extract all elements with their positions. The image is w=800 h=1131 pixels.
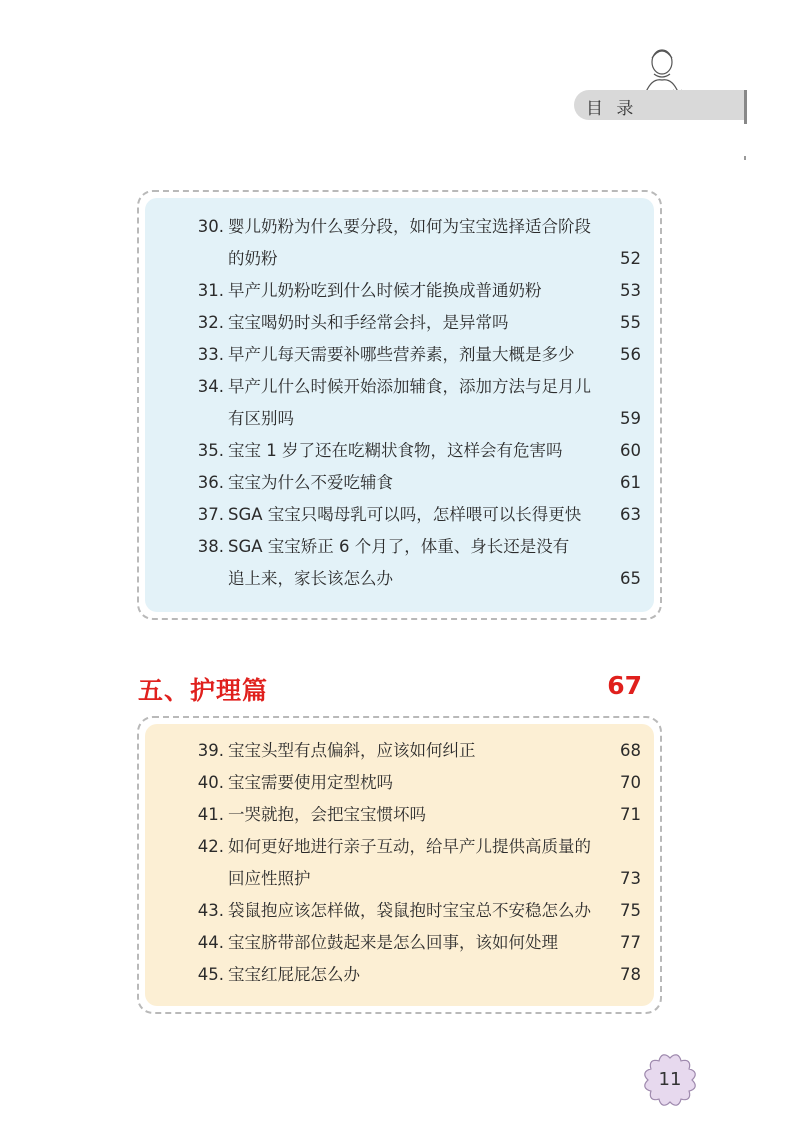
- toc-entry-row: [186, 499, 641, 531]
- toc-entry[interactable]: [186, 927, 641, 959]
- header-edge-divider: [744, 90, 747, 124]
- toc-entry-number: 44.: [197, 933, 224, 952]
- toc-entry-page: 70: [620, 773, 641, 792]
- toc-entry-title: SGA 宝宝矫正 6 个月了，体重、身长还是没有: [228, 537, 570, 556]
- toc-entry-row: [186, 435, 641, 467]
- toc-entry[interactable]: [186, 735, 641, 767]
- toc-entry[interactable]: [186, 275, 641, 307]
- toc-entry-title: 婴儿奶粉为什么要分段，如何为宝宝选择适合阶段: [228, 217, 591, 236]
- toc-entry-title-continued: 的奶粉: [228, 249, 278, 268]
- toc-entry[interactable]: [186, 831, 641, 895]
- toc-entry-number: 31.: [197, 281, 224, 300]
- section-heading-nursing[interactable]: [138, 667, 642, 707]
- toc-entry-title: 袋鼠抱应该怎样做，袋鼠抱时宝宝总不安稳怎么办: [228, 901, 591, 920]
- toc-entry-title: 宝宝喝奶时头和手经常会抖，是异常吗: [228, 313, 509, 332]
- toc-entry[interactable]: [186, 499, 641, 531]
- toc-entry-title: 宝宝红屁屁怎么办: [228, 965, 360, 984]
- toc-entry-number: 33.: [197, 345, 224, 364]
- toc-entry-title-continued: 回应性照护: [228, 869, 311, 888]
- toc-entry-page: 65: [620, 569, 641, 588]
- toc-entry-row: [186, 831, 641, 863]
- toc-entry-number: 38.: [197, 537, 224, 556]
- toc-entry-title: 宝宝需要使用定型枕吗: [228, 773, 393, 792]
- section-page-number: 67: [607, 671, 642, 700]
- toc-entry-page: 68: [620, 741, 641, 760]
- toc-entry-title-continued: 追上来，家长该怎么办: [228, 569, 393, 588]
- toc-entry-number: 39.: [197, 741, 224, 760]
- toc-entry[interactable]: [186, 371, 641, 435]
- toc-entry-page: 53: [620, 281, 641, 300]
- toc-header-tab: [574, 90, 744, 120]
- toc-entry-number: 36.: [197, 473, 224, 492]
- toc-entry-row: [186, 895, 641, 927]
- toc-entry-row: [186, 403, 641, 435]
- toc-entry-title: 宝宝头型有点偏斜，应该如何纠正: [228, 741, 476, 760]
- toc-entry-row: [186, 307, 641, 339]
- toc-entry-title: 早产儿奶粉吃到什么时候才能换成普通奶粉: [228, 281, 542, 300]
- toc-entry-title: 早产儿每天需要补哪些营养素，剂量大概是多少: [228, 345, 575, 364]
- toc-entry[interactable]: [186, 211, 641, 275]
- toc-entry-row: [186, 339, 641, 371]
- toc-entry-row: [186, 467, 641, 499]
- toc-entry-page: 59: [620, 409, 641, 428]
- toc-entry-page: 71: [620, 805, 641, 824]
- section-title: 五、护理篇: [138, 676, 269, 705]
- toc-entry-title: 宝宝脐带部位鼓起来是怎么回事，该如何处理: [228, 933, 558, 952]
- toc-entry[interactable]: [186, 339, 641, 371]
- toc-entry-row: [186, 767, 641, 799]
- toc-entry[interactable]: [186, 435, 641, 467]
- toc-entry-row: [186, 275, 641, 307]
- toc-entry-row: [186, 863, 641, 895]
- page-number: 11: [658, 1069, 682, 1090]
- toc-entry-row: [186, 371, 641, 403]
- toc-entry-title: 早产儿什么时候开始添加辅食，添加方法与足月儿: [228, 377, 591, 396]
- toc-entry-row: [186, 735, 641, 767]
- toc-entry[interactable]: [186, 959, 641, 991]
- toc-entry-number: 35.: [197, 441, 224, 460]
- toc-entry-page: 73: [620, 869, 641, 888]
- toc-entry-page: 52: [620, 249, 641, 268]
- toc-entry-row: [186, 563, 641, 595]
- toc-entry-number: 45.: [197, 965, 224, 984]
- header-tick-mark: [744, 156, 746, 160]
- toc-entry[interactable]: [186, 895, 641, 927]
- toc-entry-page: 56: [620, 345, 641, 364]
- toc-entry-number: 34.: [197, 377, 224, 396]
- toc-entry-page: 78: [620, 965, 641, 984]
- toc-entry-page: 61: [620, 473, 641, 492]
- toc-entry-title: 如何更好地进行亲子互动，给早产儿提供高质量的: [228, 837, 591, 856]
- toc-entry-number: 37.: [197, 505, 224, 524]
- toc-entry-title: 宝宝为什么不爱吃辅食: [228, 473, 393, 492]
- toc-entry-number: 41.: [197, 805, 224, 824]
- toc-entry-page: 75: [620, 901, 641, 920]
- toc-entry-row: [186, 799, 641, 831]
- toc-entry-page: 60: [620, 441, 641, 460]
- toc-entry[interactable]: [186, 799, 641, 831]
- toc-entry-title: 宝宝 1 岁了还在吃糊状食物，这样会有危害吗: [228, 441, 563, 460]
- toc-entry[interactable]: [186, 531, 641, 595]
- toc-entry[interactable]: [186, 767, 641, 799]
- toc-entry-number: 43.: [197, 901, 224, 920]
- toc-entry-page: 63: [620, 505, 641, 524]
- toc-entry-row: [186, 959, 641, 991]
- page-number-badge: [643, 1053, 697, 1107]
- toc-entry-row: [186, 211, 641, 243]
- toc-entry[interactable]: [186, 307, 641, 339]
- toc-entry[interactable]: [186, 467, 641, 499]
- toc-entry-row: [186, 243, 641, 275]
- toc-entry-number: 40.: [197, 773, 224, 792]
- toc-entry-row: [186, 927, 641, 959]
- toc-entry-title-continued: 有区别吗: [228, 409, 294, 428]
- toc-entry-number: 32.: [197, 313, 224, 332]
- toc-header-label: 目 录: [586, 99, 638, 119]
- toc-entry-page: 55: [620, 313, 641, 332]
- toc-entry-title: SGA 宝宝只喝母乳可以吗，怎样喂可以长得更快: [228, 505, 582, 524]
- toc-entry-number: 30.: [197, 217, 224, 236]
- toc-entry-number: 42.: [197, 837, 224, 856]
- toc-entry-page: 77: [620, 933, 641, 952]
- toc-entry-title: 一哭就抱，会把宝宝惯坏吗: [228, 805, 426, 824]
- toc-entry-row: [186, 531, 641, 563]
